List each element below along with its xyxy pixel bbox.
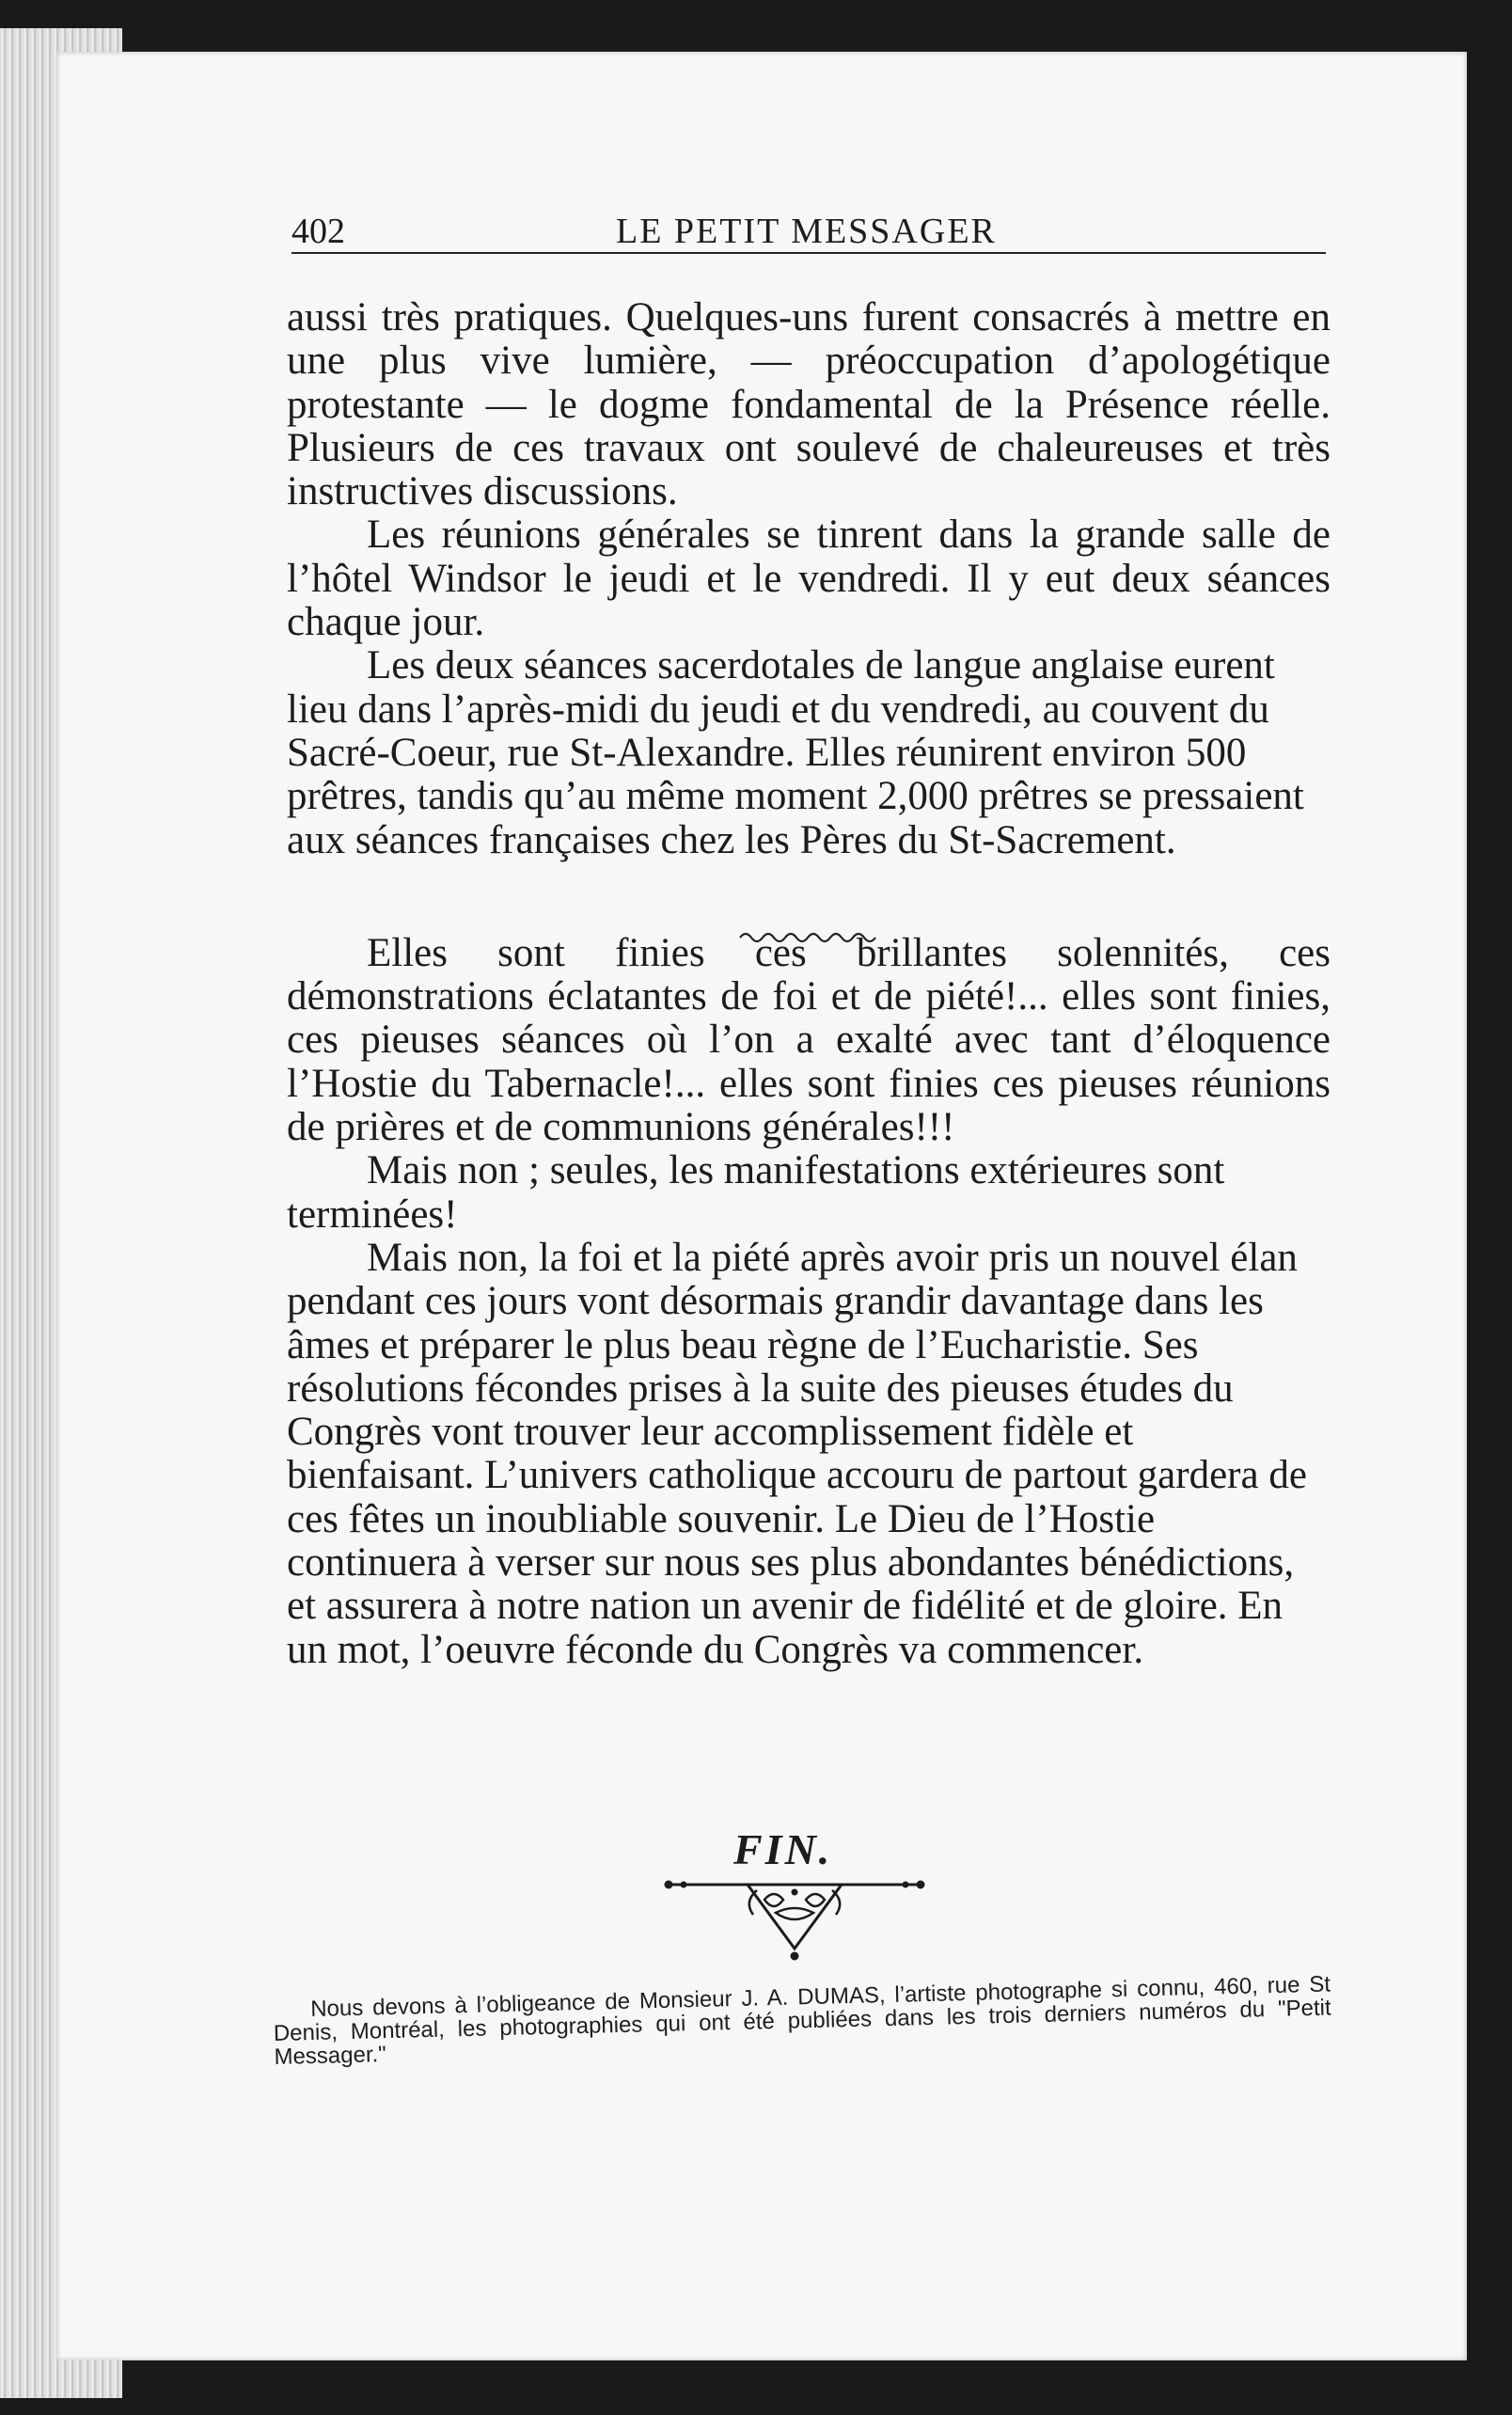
paragraph-exterior-manifestations: Mais non ; seules, les manifestations extérieures sont terminées! (287, 1148, 1225, 1237)
paragraph-continuation: aussi très pratiques. Quelques-uns furent consacrés à mettre en une plus vive lumière, — préoccupation d’apologétique protestante — le dogme fondamental de la Présence réelle. Plusieurs de ces travaux ont soulevé de chaleureuses et très instructives discussions. (287, 295, 1331, 514)
fin-heading: FIN. (733, 1825, 833, 1873)
paragraph-congress-begins: Mais non, la foi et la piété après avoir pris un nouvel élan pendant ces jours vont désormais grandir davantage dans les âmes et préparer le plus beau règne de l’Eucharistie. Ses résolutions fécondes prises à la suite des pieuses études du Congrès vont trouver leur accomplissement fidèle et bienfaisant. L’univers catholique accouru de partout gardera de ces fêtes un inoubliable souvenir. Le Dieu de l’Hostie continuera à verser sur nous ses plus abondantes bénédictions, et assurera à notre nation un avenir de fidélité et de gloire. En un mot, l’oeuvre féconde du Congrès va commencer. (287, 1235, 1307, 1672)
paragraph-general-meetings: Les réunions générales se tinrent dans la grande salle de l’hôtel Windsor le jeudi et le vendredi. Il y eut deux séances chaque jour. (287, 513, 1331, 645)
paragraph-priest-sessions: Les deux séances sacerdotales de langue anglaise eurent lieu dans l’après-midi du jeudi et du vendredi, au couvent du Sacré-Coeur, rue St-Alexandre. Elles réunirent environ 500 prêtres, tandis qu’au même moment 2,000 prêtres se pressaient aux séances françaises chez les Pères du St-Sacrement. (287, 643, 1304, 862)
section-divider-ornament (738, 926, 879, 945)
page-number: 402 (291, 212, 345, 251)
paragraph-finished-solemnities: Elles sont finies ces brillantes solennités, ces démonstrations éclatantes de foi et de piété!... elles sont finies, ces pieuses séances où l’on a exalté avec tant d’éloquence l’Hostie du Tabernacle!... elles sont finies ces pieuses réunions de prières et de communions générales!!! (287, 930, 1331, 1150)
body-text (287, 296, 1331, 1672)
running-head (291, 205, 1326, 254)
footnote-text: Nous devons à l’obligeance de Monsieur J. A. DUMAS, l’artiste photographe si connu, 460, rue St Denis, Montréal, les photographies qui ont été publiées dans les trois derniers numéros du "Petit Messager." (273, 1971, 1331, 2070)
fleuron-ornament-icon (663, 1871, 926, 1961)
running-title: LE PETIT MESSAGER (616, 212, 997, 251)
